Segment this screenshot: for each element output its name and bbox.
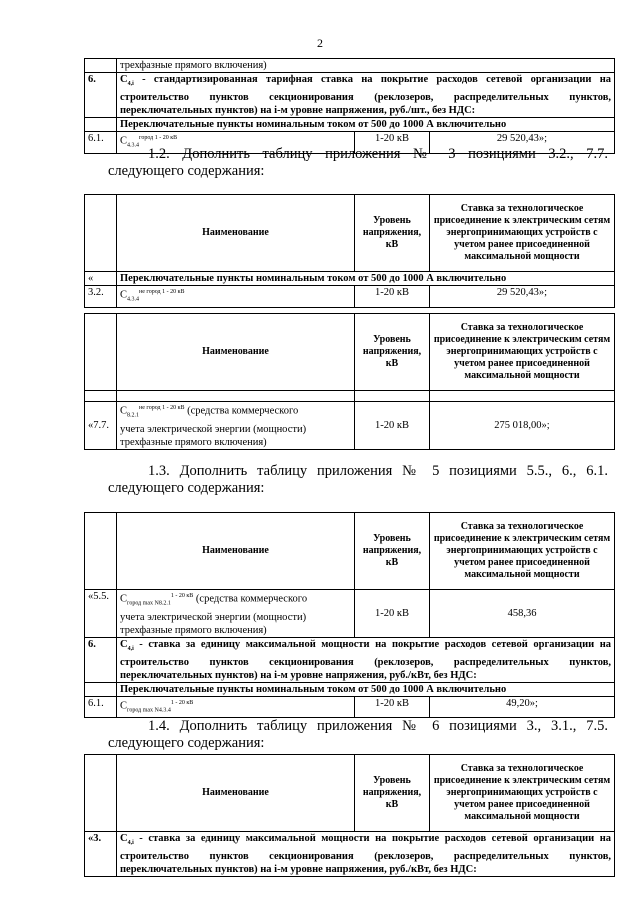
table-row [85, 682, 615, 696]
table-row [85, 402, 615, 450]
table-row [85, 73, 615, 118]
table-row [85, 590, 615, 638]
row-number: «5.5. [85, 590, 117, 638]
rate-value: 275 018,00»; [430, 402, 615, 450]
table-appendix-3-pos-7-7 [84, 313, 615, 450]
row-description: $C_{4,i}$ - стандартизированная тарифная ставка на покрытие расходов сетевой организации на строительство пунктов секционирования (реклозеров, распределительных пунктов, переключательных пунктов) на i-м уровне напряжения, руб./шт., без НДС: [117, 73, 615, 118]
row-number: 3.2. [85, 286, 117, 308]
column-header-rate: Ставка за технологическое присоединение к электрическим сетям энергопринимающих устройств с учетом ранее присоединенной максимальной мощности [430, 755, 615, 832]
table-appendix-continuation [84, 58, 615, 154]
column-header-name: Наименование [117, 195, 355, 272]
column-header-level: Уровень напряжения, кВ [355, 195, 430, 272]
table-header-row [85, 755, 615, 832]
rate-value: 29 520,43»; [430, 286, 615, 308]
table-row [85, 637, 615, 682]
subheader: Переключательные пункты номинальным током от 500 до 1000 А включительно [117, 118, 615, 132]
rate-symbol: $C_{4.3.4}^{не город 1 - 20 кВ}$ [117, 286, 355, 308]
rate-symbol: $C_{4.3.4}^{город 1 - 20 кВ}$ [117, 132, 355, 154]
row-number: «7.7. [85, 402, 117, 450]
quote-mark: « [85, 272, 117, 286]
table-appendix-6 [84, 754, 615, 877]
rate-value: 29 520,43»; [430, 132, 615, 154]
row-description: $C_{4,i}$ - ставка за единицу максимальной мощности на покрытие расходов сетевой организации на строительство пунктов секционирования (реклозеров, распределительных пунктов, переключательных пунктов) на i-м уровне напряжения, руб./кВт, без НДС: [117, 637, 615, 682]
table-row [85, 59, 615, 73]
table-appendix-5 [84, 512, 615, 718]
row-description: $C_{город max N8.2.1}^{1 - 20 кВ}$ (средства коммерческого учета электрической энергии (мощности) трехфазные прямого включения) [117, 590, 355, 638]
paragraph-1-2: 1.2. Дополнить таблицу приложения № 3 позициями 3.2., 7.7. следующего содержания: [108, 146, 608, 179]
column-header-name: Наименование [117, 314, 355, 391]
voltage-level: 1-20 кВ [355, 132, 430, 154]
rate-value: 49,20»; [430, 696, 615, 718]
row-description: $C_{4,i}$ - ставка за единицу максимальной мощности на покрытие расходов сетевой организации на строительство пунктов секционирования (реклозеров, распределительных пунктов, переключательных пунктов) на i-м уровне напряжения, руб./кВт, без НДС: [117, 832, 615, 877]
column-header-rate: Ставка за технологическое присоединение к электрическим сетям энергопринимающих устройств с учетом ранее присоединенной максимальной мощности [430, 314, 615, 391]
table-row [85, 286, 615, 308]
column-header-level: Уровень напряжения, кВ [355, 513, 430, 590]
voltage-level: 1-20 кВ [355, 286, 430, 308]
column-header-level: Уровень напряжения, кВ [355, 314, 430, 391]
row-number: «3. [85, 832, 117, 877]
voltage-level: 1-20 кВ [355, 402, 430, 450]
paragraph-1-4: 1.4. Дополнить таблицу приложения № 6 позициями 3., 3.1., 7.5. следующего содержания: [108, 718, 608, 751]
column-header-name: Наименование [117, 755, 355, 832]
row-description: $C_{8.2.1}^{не город 1 - 20 кВ}$ (средства коммерческого учета электрической энергии (мощности) трехфазные прямого включения) [117, 402, 355, 450]
table-row [85, 832, 615, 877]
table-header-row [85, 195, 615, 272]
table-appendix-3-pos-3-2 [84, 194, 615, 308]
page-number: 2 [317, 36, 323, 50]
column-header-level: Уровень напряжения, кВ [355, 755, 430, 832]
row-number: 6.1. [85, 132, 117, 154]
rate-symbol: $C_{город max N4.3.4}^{1 - 20 кВ}$ [117, 696, 355, 718]
column-header-rate: Ставка за технологическое присоединение к электрическим сетям энергопринимающих устройств с учетом ранее присоединенной максимальной мощности [430, 513, 615, 590]
row-text: трехфазные прямого включения) [117, 59, 615, 73]
voltage-level: 1-20 кВ [355, 590, 430, 638]
table-header-row [85, 513, 615, 590]
voltage-level: 1-20 кВ [355, 696, 430, 718]
table-row [85, 391, 615, 402]
column-header-rate: Ставка за технологическое присоединение к электрическим сетям энергопринимающих устройств с учетом ранее присоединенной максимальной мощности [430, 195, 615, 272]
row-number: 6. [85, 637, 117, 682]
row-number: 6.1. [85, 696, 117, 718]
column-header-name: Наименование [117, 513, 355, 590]
subheader: Переключательные пункты номинальным током от 500 до 1000 А включительно [117, 272, 615, 286]
paragraph-1-3: 1.3. Дополнить таблицу приложения № 5 позициями 5.5., 6., 6.1. следующего содержания: [108, 463, 608, 496]
table-row [85, 118, 615, 132]
subheader: Переключательные пункты номинальным током от 500 до 1000 А включительно [117, 682, 615, 696]
table-row [85, 696, 615, 718]
rate-value: 458,36 [430, 590, 615, 638]
table-header-row [85, 314, 615, 391]
row-number: 6. [85, 73, 117, 118]
table-row [85, 272, 615, 286]
